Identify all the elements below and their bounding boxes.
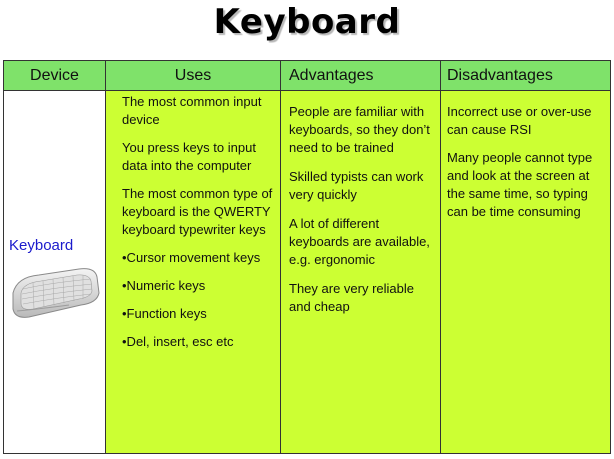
uses-item: The most common type of keyboard is the QWERTY keyboard typewriter keys: [122, 186, 273, 237]
advantages-item: A lot of different keyboards are available, e.g. ergonomic: [289, 216, 430, 267]
disadvantages-cell: [441, 91, 611, 454]
advantages-cell: [281, 91, 441, 454]
uses-item: •Del, insert, esc etc: [122, 334, 234, 349]
header-device: Device: [4, 61, 106, 91]
header-row: [4, 61, 611, 91]
device-cell: [4, 91, 106, 454]
uses-item: The most common input device: [122, 94, 262, 127]
advantages-item: They are very reliable and cheap: [289, 281, 414, 314]
uses-cell: [106, 91, 281, 454]
uses-item: •Function keys: [122, 306, 207, 321]
uses-item: •Numeric keys: [122, 278, 206, 293]
disadvantages-item: Incorrect use or over-use can cause RSI: [447, 104, 592, 137]
page-title: Keyboard: [213, 2, 401, 42]
header-uses: Uses: [106, 61, 281, 91]
comparison-table: [3, 60, 611, 454]
advantages-item: Skilled typists can work very quickly: [289, 169, 424, 202]
uses-item: You press keys to input data into the computer: [122, 140, 256, 173]
keyboard-image: [9, 263, 101, 325]
advantages-item: People are familiar with keyboards, so they don’t need to be trained: [289, 104, 430, 155]
device-label: Keyboard: [9, 237, 74, 254]
uses-item: •Cursor movement keys: [122, 250, 261, 265]
keyboard-icon: [9, 263, 101, 325]
table-row: [4, 91, 611, 454]
header-advantages: Advantages: [281, 61, 441, 91]
disadvantages-item: Many people cannot type and look at the screen at the same time, so typing can be time consuming: [447, 150, 593, 219]
header-disadvantages: Disadvantages: [441, 61, 611, 91]
